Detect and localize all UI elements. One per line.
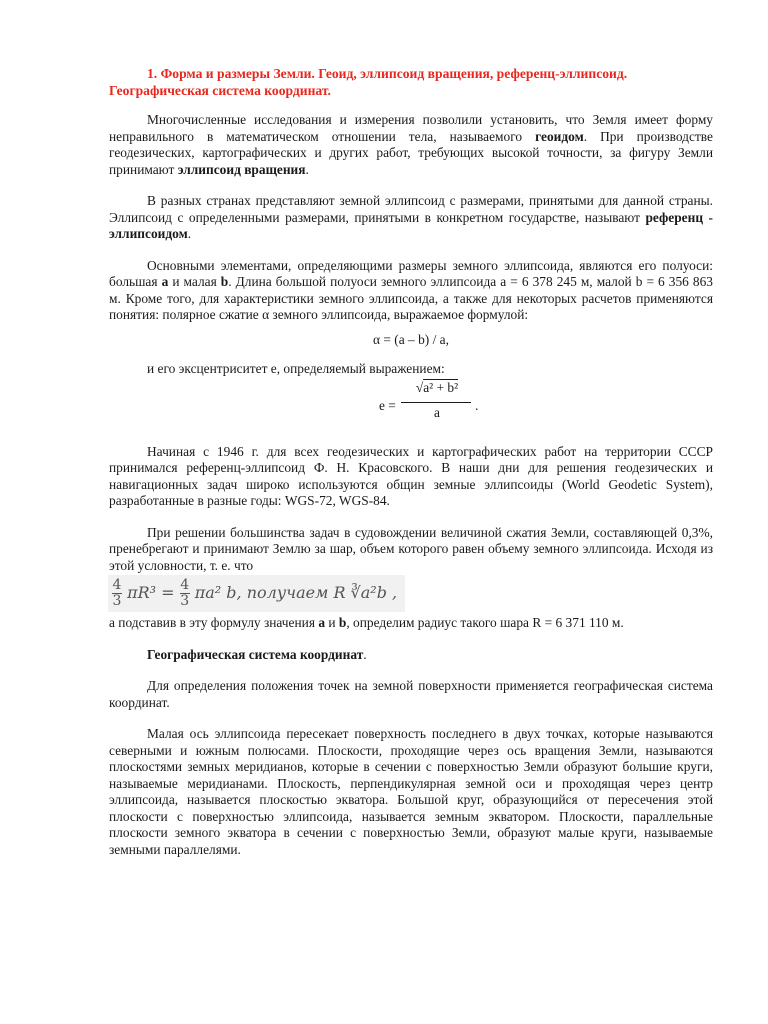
formula-lhs: е = bbox=[379, 397, 396, 413]
paragraph-semiaxes bbox=[109, 258, 713, 324]
den: 3 bbox=[112, 593, 122, 609]
sqrt-sign: √ bbox=[415, 379, 424, 395]
formula-fraction bbox=[401, 380, 473, 422]
paragraph-geoid bbox=[109, 112, 713, 178]
term-b: b bbox=[220, 274, 229, 289]
paragraph-reference-ellipsoid bbox=[109, 193, 713, 243]
fraction-4-3 bbox=[112, 578, 122, 609]
section-heading: 1. Форма и размеры Земли. Геоид, эллипсоид вращения, референц-эллипсоид. Географическая система координат. bbox=[109, 66, 628, 98]
fraction-bar bbox=[401, 402, 471, 403]
formula-part: πa² b, получаем R ∛a²b , bbox=[194, 583, 398, 602]
den: 3 bbox=[180, 593, 190, 609]
paragraph-radius bbox=[109, 615, 713, 632]
formula-numerator bbox=[401, 380, 473, 400]
text: Основными элементами, определяющими размеры земного эллипсоида, являются его полуоси: большая bbox=[109, 257, 713, 289]
formula-period: . bbox=[475, 397, 479, 413]
text: . bbox=[305, 161, 309, 177]
text: . bbox=[363, 646, 367, 662]
term-ellipsoid: эллипсоид вращения bbox=[177, 161, 306, 177]
term-b: b bbox=[338, 615, 347, 630]
text: , определим радиус такого шара R = 6 371 110 м. bbox=[346, 615, 624, 630]
document-page bbox=[109, 66, 713, 858]
text: и малая bbox=[168, 274, 221, 289]
num: 4 bbox=[112, 577, 122, 593]
fraction-4-3 bbox=[180, 578, 190, 609]
term-reference-ellipsoid: референц - эллипсоидом bbox=[109, 209, 714, 241]
term-a: а bbox=[318, 615, 326, 630]
text: В разных странах представляют земной эллипсоид с размерами, принятыми для данной страны. Эллипсоид с определенными размерами, принятыми в конкретном государстве, называют bbox=[109, 193, 713, 225]
paragraph-krasovsky: Начиная с 1946 г. для всех геодезических и картографических работ на территории СССР принимался референц-эллипсоид Ф. Н. Красовского. В наши дни для решения геодезических и навигационных задач широко используются общин земные эллипсоиды (World Geodetic System), разработанные в разные годы: WGS-72, WGS-84. bbox=[109, 443, 713, 508]
text: . При производстве геодезических, картографических и других работ, требующих высокой точности, за фигуру Земли принимают bbox=[109, 128, 713, 177]
formula-eccentricity bbox=[109, 380, 713, 430]
formula-denominator: a bbox=[434, 404, 440, 420]
text: и bbox=[325, 615, 339, 630]
num: 4 bbox=[180, 577, 190, 593]
formula-part: πR³ = bbox=[127, 583, 180, 602]
paragraph-sphere: При решении большинства задач в судовождении величиной сжатия Земли, составляющей 0,3%, пренебрегают и принимают Землю за шар, объем которого равен объему земного эллипсоида. Исходя из этой условности, т. е. что bbox=[109, 524, 713, 573]
paragraph-coordinates-definition: Для определения положения точек на земной поверхности применяется географическая система координат. bbox=[109, 678, 713, 710]
paragraph-meridians: Малая ось эллипсоида пересекает поверхность последнего в двух точках, которые называются северными и южным полюсами. Плоскости, проходящие через ось вращения Земли, называются плоскостями земных меридианов, которые в сечении с поверхностью Земли образуют большие круги, называемые меридианами. Плоскость, перпендикулярная земной оси и проходящая через центр эллипсоида, называется плоскостью экватора. Большой круг, образующийся от пересечения этой плоскости с поверхностью эллипсоида, называется земным экватором. Плоскости, параллельные плоскости земного экватора в сечении с поверхностью Земли, образуют малые круги, называемые земными параллелями. bbox=[109, 726, 713, 857]
formula-flattening: α = (а – b) / а, bbox=[373, 331, 449, 347]
radicand: a² + b² bbox=[423, 379, 459, 395]
text: . Длина большой полуоси земного эллипсоида а = 6 378 245 м, малой b = 6 356 863 м. Кроме того, для характеристики земного эллипсоида, а также для некоторых расчетов применяются понятия: полярное сжатие α земного эллипсоида, выражаемое формулой: bbox=[109, 274, 713, 322]
subheading-geographic-coordinates bbox=[109, 647, 713, 664]
subheading-text: Географическая система координат bbox=[147, 646, 364, 662]
text: а подставив в эту формулу значения bbox=[109, 615, 319, 630]
text: Многочисленные исследования и измерения позволили установить, что Земля имеет форму неправильного в математическом отношении тела, называемого bbox=[109, 112, 713, 144]
paragraph-eccentricity-intro: и его эксцентриситет е, определяемый выражением: bbox=[147, 361, 445, 376]
term-geoid: геоидом bbox=[535, 128, 584, 144]
text: . bbox=[187, 226, 192, 241]
formula-sphere-image bbox=[108, 575, 405, 612]
term-a: а bbox=[161, 274, 169, 289]
